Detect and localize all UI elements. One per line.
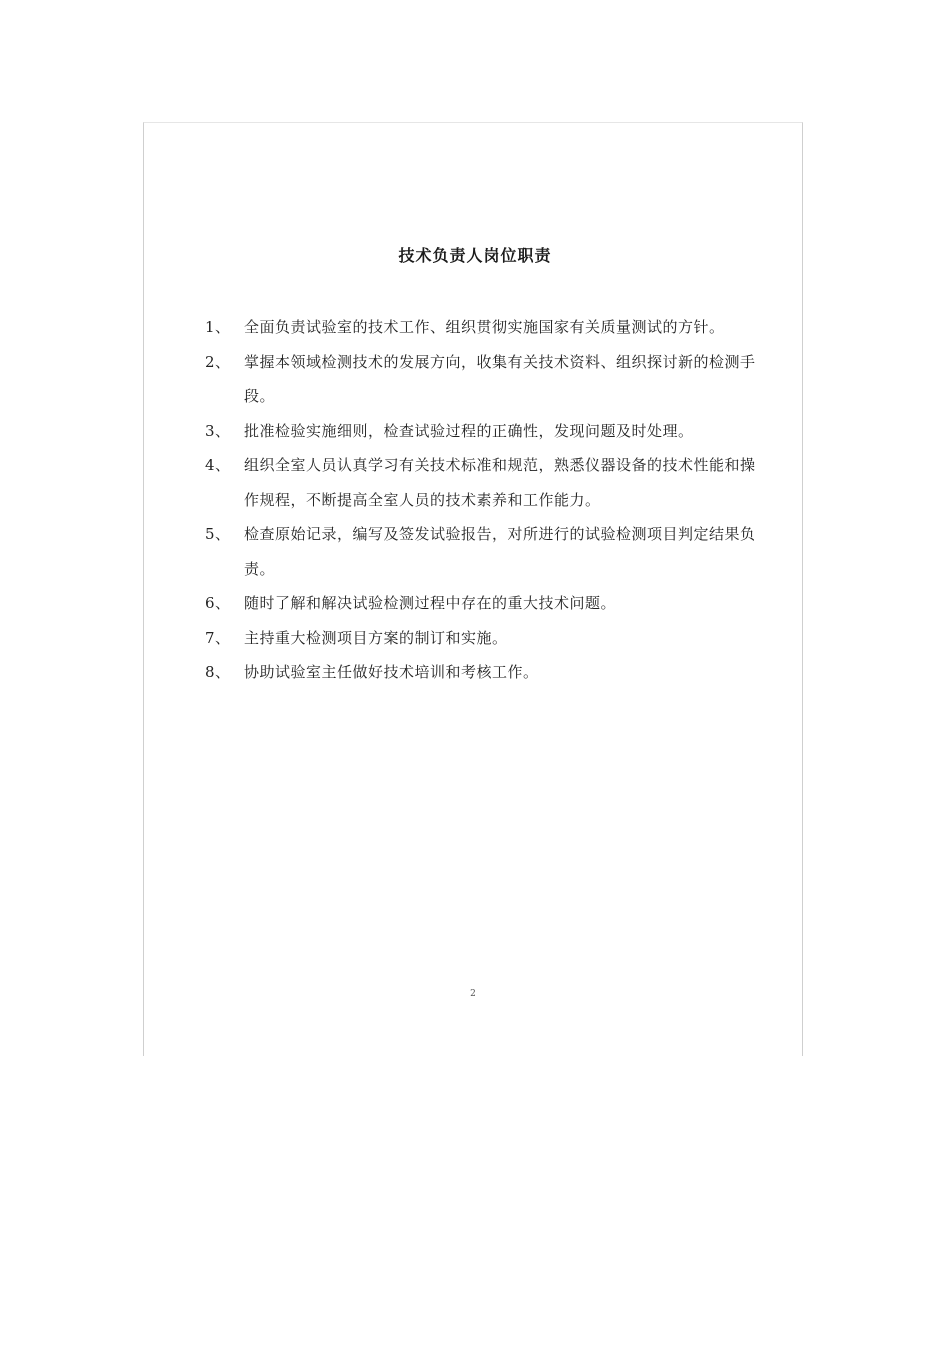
duties-list: [200, 310, 760, 690]
duty-number: 8、: [205, 663, 231, 681]
duty-number: 5、: [205, 525, 231, 543]
duty-text: 批准检验实施细则，检查试验过程的正确性，发现问题及时处理。: [244, 421, 694, 440]
duty-item: [200, 310, 760, 345]
page-number: 2: [470, 989, 476, 999]
duty-text: 主持重大检测项目方案的制订和实施。: [244, 628, 508, 647]
duty-item: [200, 517, 760, 586]
duty-text: 随时了解和解决试验检测过程中存在的重大技术问题。: [244, 594, 617, 612]
duty-number: 4、: [205, 456, 231, 474]
duty-text: 组织全室人员认真学习有关技术标准和规范，熟悉仪器设备的技术性能和操作规程，不断提高全室人员的技术素养和工作能力。: [244, 456, 756, 509]
duty-number: 7、: [205, 628, 231, 647]
duty-item: [200, 621, 760, 656]
duty-item: [200, 414, 760, 449]
duty-text: 协助试验室主任做好技术培训和考核工作。: [244, 663, 539, 681]
duty-item: [200, 448, 760, 517]
duty-text: 全面负责试验室的技术工作、组织贯彻实施国家有关质量测试的方针。: [244, 318, 725, 336]
document-title: 技术负责人岗位职责: [398, 246, 552, 265]
duty-item: [200, 655, 760, 690]
duty-number: 2、: [205, 352, 231, 371]
duty-number: 6、: [205, 594, 231, 612]
duty-number: 3、: [205, 421, 231, 440]
duty-number: 1、: [205, 318, 231, 336]
duty-text: 掌握本领域检测技术的发展方向，收集有关技术资料、组织探讨新的检测手段。: [244, 352, 756, 405]
duty-text: 检查原始记录，编写及签发试验报告，对所进行的试验检测项目判定结果负责。: [244, 525, 756, 578]
duty-item: [200, 345, 760, 414]
duty-item: [200, 586, 760, 621]
